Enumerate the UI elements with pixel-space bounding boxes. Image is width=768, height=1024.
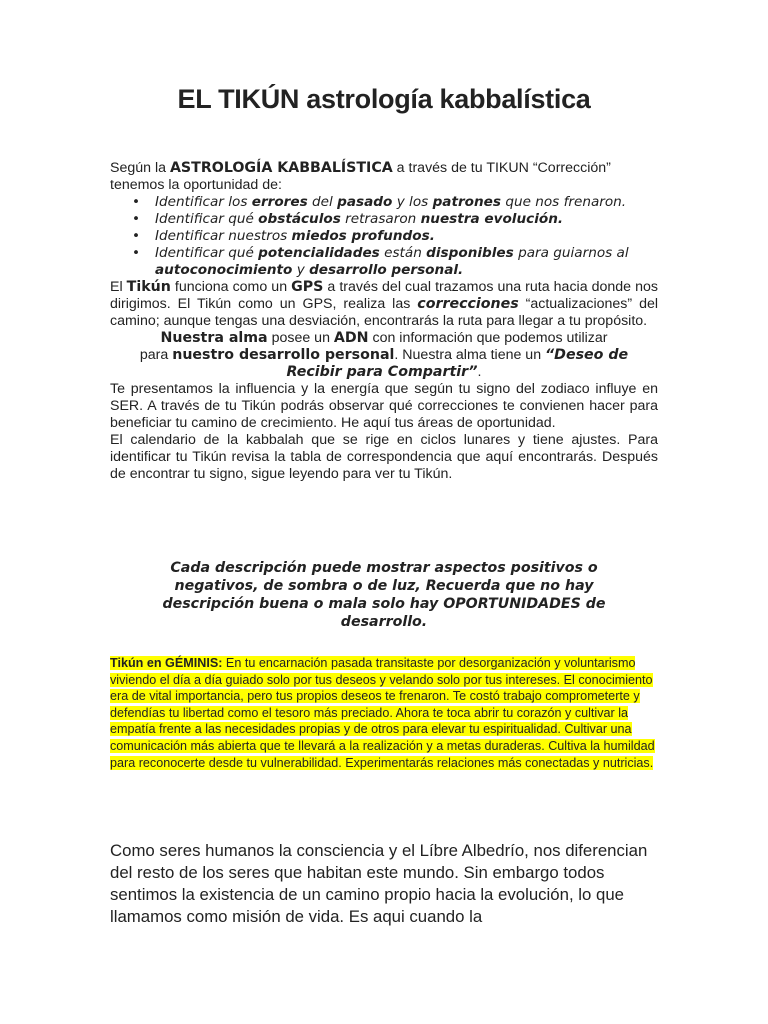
calendar-paragraph: El calendario de la kabbalah que se rige en ciclos lunares y tiene ajustes. Para identificar tu Tikún revisa la tabla de correspondencia que aquí encontrarás. Después de encontrar tu signo, sigue leyendo para ver tu Tikún. bbox=[110, 432, 658, 482]
bullet-item: • Identificar qué potencialidades están disponibles para guiarnos al autoconocimiento y desarrollo personal. bbox=[155, 245, 658, 279]
page-title: EL TIKÚN astrología kabbalística bbox=[177, 84, 591, 114]
alma-paragraph: Nuestra alma posee un ADN con información que podemos utilizar para nuestro desarrollo personal. Nuestra alma tiene un “Deseo de Recibir para Compartir”. bbox=[139, 330, 629, 380]
intro-paragraph bbox=[110, 160, 658, 194]
intro-text-3: tenemos la oportunidad de: bbox=[110, 177, 282, 193]
bullet-item: • Identificar nuestros miedos profundos. bbox=[155, 228, 658, 245]
tikun-text: En tu encarnación pasada transitaste por desorganización y voluntarismo viviendo el día a día guiado solo por tus deseos y velando solo por tus intereses. El conocimiento era de vital importancia, pero tus propios deseos te frenaron. Te costó trabajo comprometerte y defendías tu libertad como el tesoro más preciado. Ahora te toca abrir tu corazón y cultivar la empatía frente a las necesidades propias y de otros para elevar tu espiritualidad. Cultivar una comunicación más abierta que te llevará a la realización y a metas duraderas. Cultiva la humildad para reconocerte desde tu vulnerabilidad. Experimentarás relaciones más conectadas y nutricias. bbox=[110, 656, 655, 770]
gps-paragraph: El Tikún funciona como un GPS a través del cual trazamos una ruta hacia donde nos dirigimos. El Tikún como un GPS, realiza las correcciones “actualizaciones” del camino; aunque tengas una desviación, encontrarás la ruta para llegar a tu propósito. bbox=[110, 279, 658, 329]
bullet-item: • Identificar qué obstáculos retrasaron nuestra evolución. bbox=[155, 211, 658, 228]
tikun-geminis-paragraph bbox=[110, 655, 658, 771]
intro-bold: ASTROLOGÍA KABBALÍSTICA bbox=[169, 160, 393, 176]
intro-section bbox=[110, 160, 658, 483]
bullet-item: • Identificar los errores del pasado y los patrones que nos frenaron. bbox=[155, 194, 658, 211]
bullet-list bbox=[110, 194, 658, 279]
closing-paragraph: Como seres humanos la consciencia y el Líbre Albedrío, nos diferencian del resto de los seres que habitan este mundo. Sin embargo todos sentimos la existencia de un camino propio hacia la evolución, lo que llamamos como misión de vida. Es aqui cuando la bbox=[110, 841, 648, 926]
influence-paragraph: Te presentamos la influencia y la energía que según tu signo del zodiaco influye en SER. A través de tu Tikún podrás observar qué correcciones te convienen hacer para beneficiar tu camino de crecimiento. He aquí tus áreas de oportunidad. bbox=[110, 381, 658, 431]
intro-text: Según la bbox=[110, 160, 170, 176]
callout-text: Cada descripción puede mostrar aspectos positivos o negativos, de sombra o de luz, Recuerda que no hay descripción buena o mala solo hay OPORTUNIDADES de desarrollo. bbox=[162, 560, 606, 630]
tikun-label: Tikún en GÉMINIS: bbox=[110, 656, 223, 670]
intro-text-2: a través de tu TIKUN “Corrección” bbox=[392, 160, 611, 176]
